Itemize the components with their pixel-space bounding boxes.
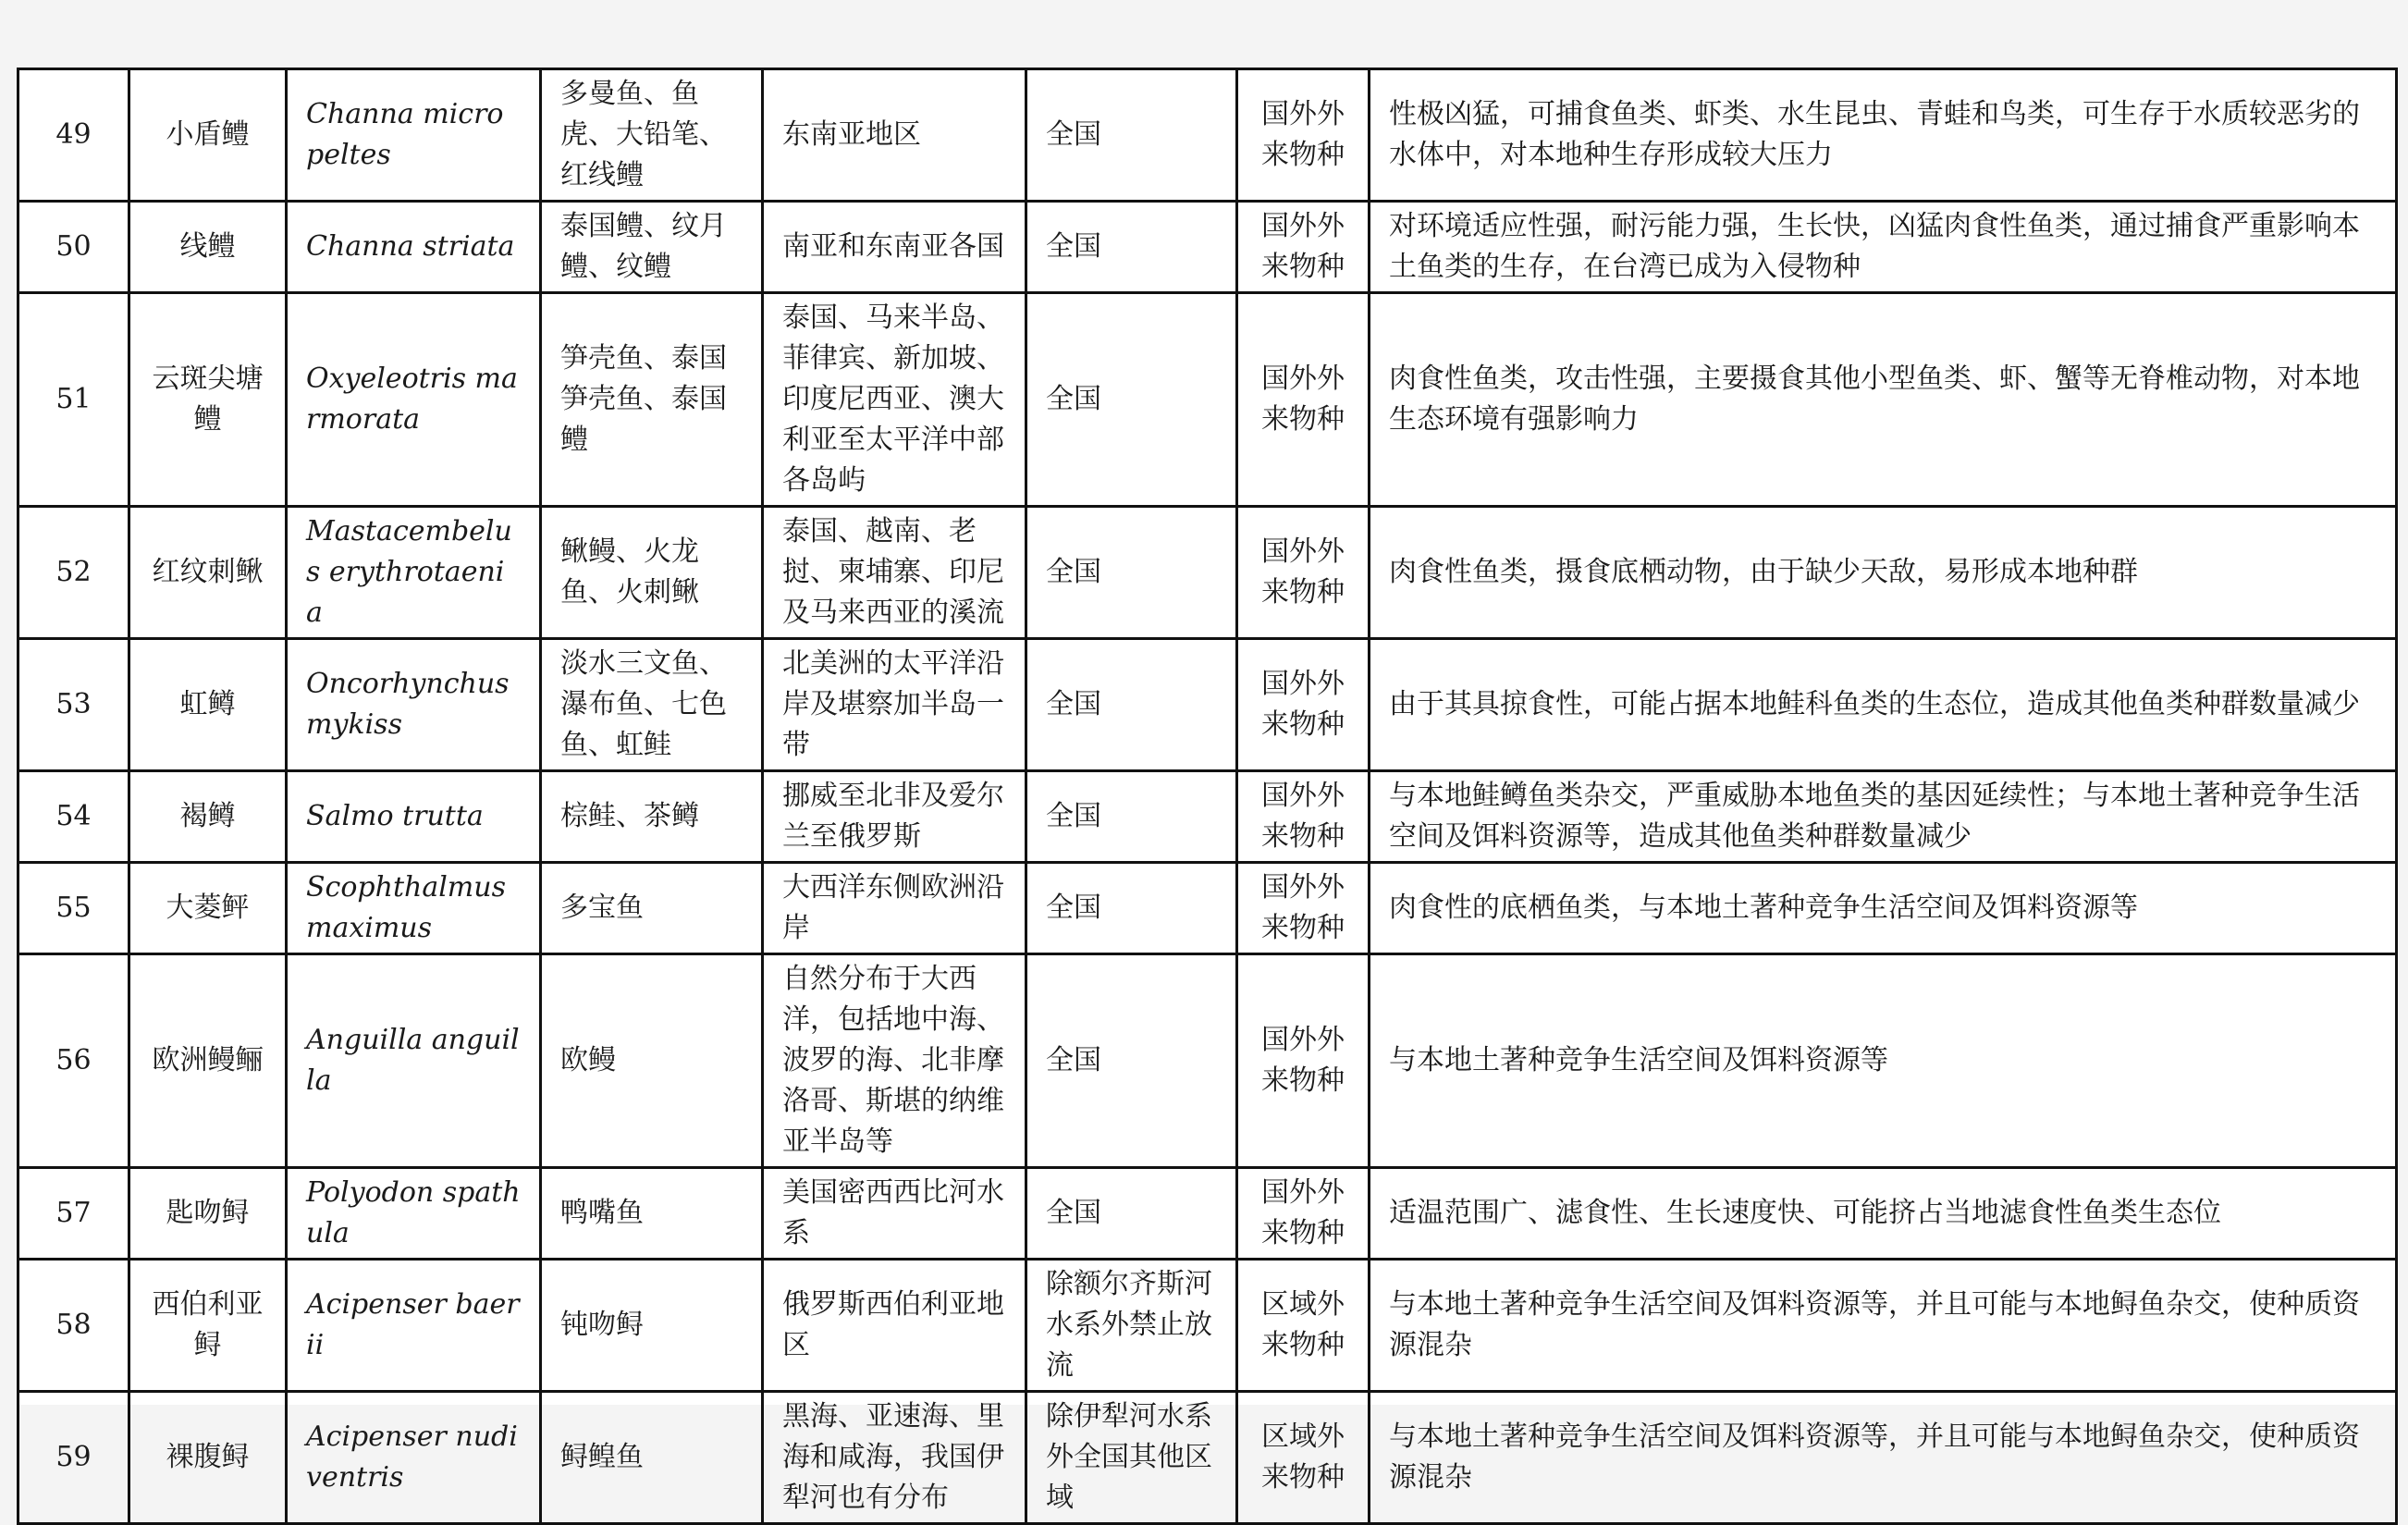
table-row — [18, 954, 2397, 1168]
species-type: 国外外来物种 — [1237, 507, 1370, 639]
row-number: 51 — [18, 293, 129, 507]
chinese-name: 匙吻鲟 — [129, 1168, 287, 1260]
release-range: 全国 — [1026, 69, 1237, 202]
species-type: 国外外来物种 — [1237, 863, 1370, 954]
table-row — [18, 863, 2397, 954]
table-row — [18, 293, 2397, 507]
row-number: 52 — [18, 507, 129, 639]
common-alias: 多曼鱼、鱼虎、大铅笔、红线鳢 — [541, 69, 763, 202]
common-alias: 多宝鱼 — [541, 863, 763, 954]
chinese-name: 线鳢 — [129, 202, 287, 293]
table-row — [18, 69, 2397, 202]
table-row — [18, 1260, 2397, 1392]
row-number: 59 — [18, 1392, 129, 1524]
native-origin: 南亚和东南亚各国 — [763, 202, 1026, 293]
native-origin: 北美洲的太平洋沿岸及堪察加半岛一带 — [763, 639, 1026, 771]
species-type: 国外外来物种 — [1237, 293, 1370, 507]
row-number: 56 — [18, 954, 129, 1168]
common-alias: 鳅鳗、火龙鱼、火刺鳅 — [541, 507, 763, 639]
common-alias: 棕鲑、茶鳟 — [541, 771, 763, 863]
release-range: 除额尔齐斯河水系外禁止放流 — [1026, 1260, 1237, 1392]
common-alias: 欧鳗 — [541, 954, 763, 1168]
harm-description: 性极凶猛，可捕食鱼类、虾类、水生昆虫、青蛙和鸟类，可生存于水质较恶劣的水体中，对本地种生存形成较大压力 — [1370, 69, 2397, 202]
native-origin: 大西洋东侧欧洲沿岸 — [763, 863, 1026, 954]
latin-name: Acipenser nudiventris — [287, 1392, 541, 1524]
latin-name: Oxyeleotris marmorata — [287, 293, 541, 507]
common-alias: 淡水三文鱼、瀑布鱼、七色鱼、虹鲑 — [541, 639, 763, 771]
chinese-name: 大菱鲆 — [129, 863, 287, 954]
common-alias: 钝吻鲟 — [541, 1260, 763, 1392]
species-type: 国外外来物种 — [1237, 1168, 1370, 1260]
latin-name: Channa micropeltes — [287, 69, 541, 202]
row-number: 54 — [18, 771, 129, 863]
native-origin: 自然分布于大西洋，包括地中海、波罗的海、北非摩洛哥、斯堪的纳维亚半岛等 — [763, 954, 1026, 1168]
harm-description: 与本地土著种竞争生活空间及饵料资源等 — [1370, 954, 2397, 1168]
harm-description: 与本地土著种竞争生活空间及饵料资源等，并且可能与本地鲟鱼杂交，使种质资源混杂 — [1370, 1392, 2397, 1524]
native-origin: 泰国、马来半岛、菲律宾、新加坡、印度尼西亚、澳大利亚至太平洋中部各岛屿 — [763, 293, 1026, 507]
latin-name: Oncorhynchus mykiss — [287, 639, 541, 771]
chinese-name: 欧洲鳗鲡 — [129, 954, 287, 1168]
chinese-name: 小盾鳢 — [129, 69, 287, 202]
native-origin: 美国密西西比河水系 — [763, 1168, 1026, 1260]
release-range: 全国 — [1026, 507, 1237, 639]
chinese-name: 西伯利亚鲟 — [129, 1260, 287, 1392]
row-number: 53 — [18, 639, 129, 771]
table-row — [18, 202, 2397, 293]
common-alias: 泰国鳢、纹月鳢、纹鳢 — [541, 202, 763, 293]
release-range: 全国 — [1026, 293, 1237, 507]
row-number: 58 — [18, 1260, 129, 1392]
latin-name: Acipenser baerii — [287, 1260, 541, 1392]
harm-description: 由于其具掠食性，可能占据本地鲑科鱼类的生态位，造成其他鱼类种群数量减少 — [1370, 639, 2397, 771]
table-row — [18, 507, 2397, 639]
chinese-name: 褐鳟 — [129, 771, 287, 863]
species-type: 国外外来物种 — [1237, 202, 1370, 293]
table-body — [18, 69, 2397, 1524]
row-number: 55 — [18, 863, 129, 954]
release-range: 全国 — [1026, 771, 1237, 863]
latin-name: Salmo trutta — [287, 771, 541, 863]
latin-name: Scophthalmus maximus — [287, 863, 541, 954]
table-row — [18, 1168, 2397, 1260]
species-table — [17, 68, 2398, 1525]
release-range: 除伊犁河水系外全国其他区域 — [1026, 1392, 1237, 1524]
native-origin: 挪威至北非及爱尔兰至俄罗斯 — [763, 771, 1026, 863]
common-alias: 笋壳鱼、泰国笋壳鱼、泰国鳢 — [541, 293, 763, 507]
native-origin: 黑海、亚速海、里海和咸海，我国伊犁河也有分布 — [763, 1392, 1026, 1524]
species-type: 区域外来物种 — [1237, 1392, 1370, 1524]
harm-description: 肉食性的底栖鱼类，与本地土著种竞争生活空间及饵料资源等 — [1370, 863, 2397, 954]
harm-description: 与本地鲑鳟鱼类杂交，严重威胁本地鱼类的基因延续性；与本地土著种竞争生活空间及饵料资源等，造成其他鱼类种群数量减少 — [1370, 771, 2397, 863]
species-type: 国外外来物种 — [1237, 954, 1370, 1168]
harm-description: 肉食性鱼类，摄食底栖动物，由于缺少天敌，易形成本地种群 — [1370, 507, 2397, 639]
harm-description: 与本地土著种竞争生活空间及饵料资源等，并且可能与本地鲟鱼杂交，使种质资源混杂 — [1370, 1260, 2397, 1392]
species-type: 国外外来物种 — [1237, 69, 1370, 202]
latin-name: Channa striata — [287, 202, 541, 293]
chinese-name: 裸腹鲟 — [129, 1392, 287, 1524]
row-number: 50 — [18, 202, 129, 293]
release-range: 全国 — [1026, 863, 1237, 954]
latin-name: Mastacembelus erythrotaenia — [287, 507, 541, 639]
release-range: 全国 — [1026, 202, 1237, 293]
species-type: 区域外来物种 — [1237, 1260, 1370, 1392]
species-type: 国外外来物种 — [1237, 639, 1370, 771]
row-number: 57 — [18, 1168, 129, 1260]
harm-description: 肉食性鱼类，攻击性强，主要摄食其他小型鱼类、虾、蟹等无脊椎动物，对本地生态环境有强影响力 — [1370, 293, 2397, 507]
table-row — [18, 771, 2397, 863]
release-range: 全国 — [1026, 639, 1237, 771]
native-origin: 俄罗斯西伯利亚地区 — [763, 1260, 1026, 1392]
table-row — [18, 639, 2397, 771]
species-table-page — [17, 68, 2395, 1514]
table-row — [18, 1392, 2397, 1524]
species-type: 国外外来物种 — [1237, 771, 1370, 863]
latin-name: Polyodon spathula — [287, 1168, 541, 1260]
chinese-name: 虹鳟 — [129, 639, 287, 771]
common-alias: 鸭嘴鱼 — [541, 1168, 763, 1260]
harm-description: 适温范围广、滤食性、生长速度快、可能挤占当地滤食性鱼类生态位 — [1370, 1168, 2397, 1260]
native-origin: 东南亚地区 — [763, 69, 1026, 202]
common-alias: 鲟鳇鱼 — [541, 1392, 763, 1524]
chinese-name: 云斑尖塘鳢 — [129, 293, 287, 507]
native-origin: 泰国、越南、老挝、柬埔寨、印尼及马来西亚的溪流 — [763, 507, 1026, 639]
latin-name: Anguilla anguilla — [287, 954, 541, 1168]
harm-description: 对环境适应性强，耐污能力强，生长快，凶猛肉食性鱼类，通过捕食严重影响本土鱼类的生存，在台湾已成为入侵物种 — [1370, 202, 2397, 293]
row-number: 49 — [18, 69, 129, 202]
chinese-name: 红纹刺鳅 — [129, 507, 287, 639]
release-range: 全国 — [1026, 954, 1237, 1168]
release-range: 全国 — [1026, 1168, 1237, 1260]
